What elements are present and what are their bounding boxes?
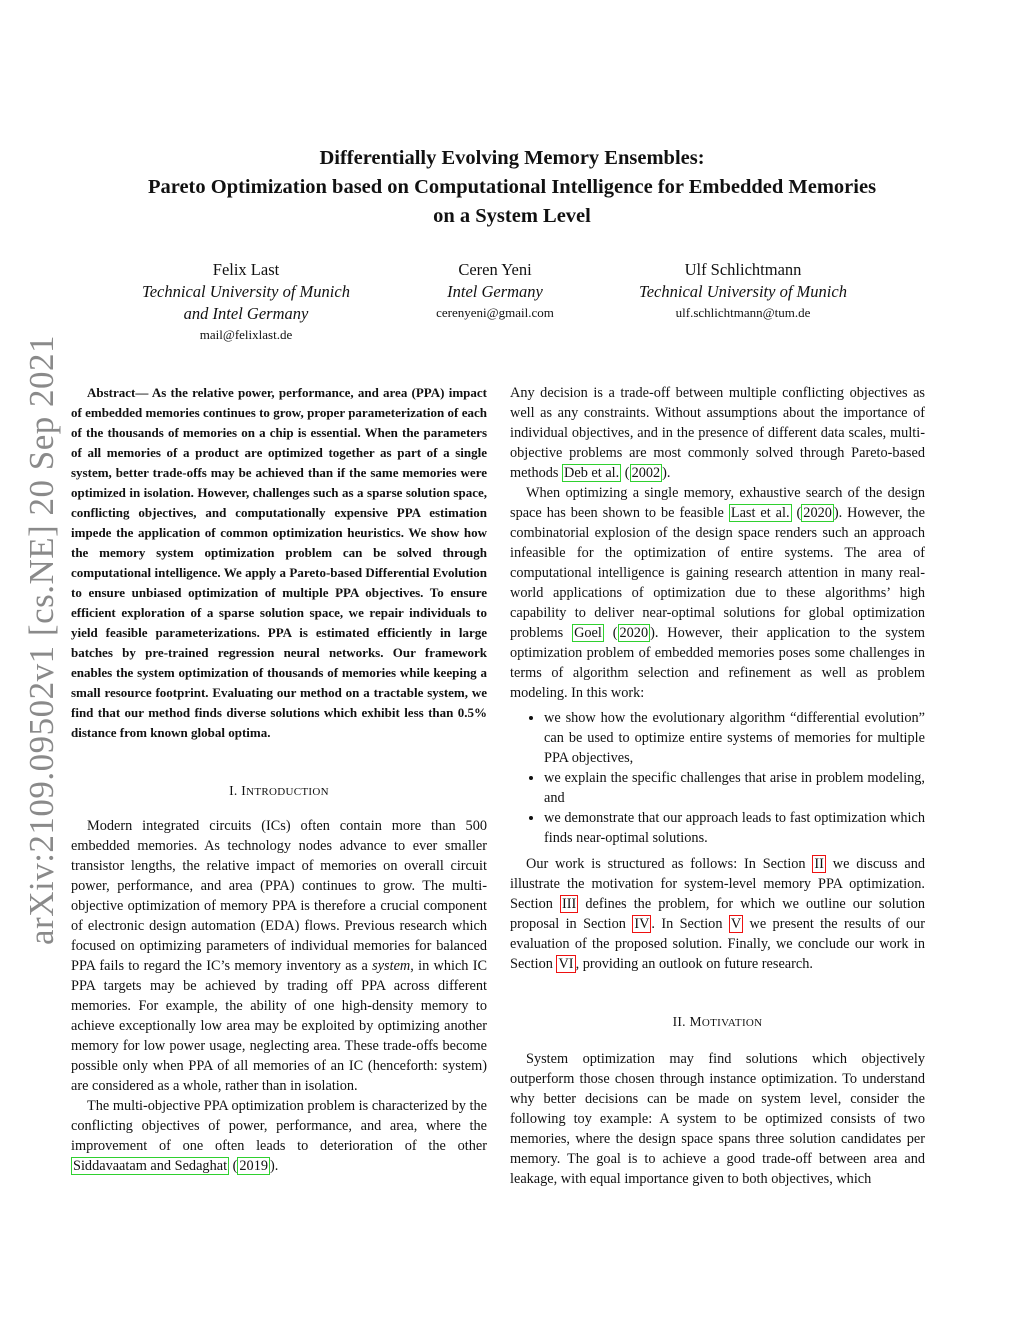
section-ref-link[interactable]: II xyxy=(814,856,824,872)
citation-link[interactable]: Last et al. xyxy=(730,505,790,521)
abstract-text: — As the relative power, performance, and area (PPA) impact of embedded memories continues to grow, proper parameterization of each of the thousands of memories on a chip is essential. When the parameters of all memories of a product are optimized together as part of a single system, better trade-offs may be achieved than if the same memories were optimized in isolation. However, challenges such as a sparse solution space, conflicting objectives, and computationally expensive PPA estimation impede the application of common optimization heuristics. We show how the memory system optimization problem can be solved through computational intelligence. We apply a Pareto-based Differential Evolution to ensure unbiased optimization of multiple PPA objectives. To ensure efficient exploration of a sparse solution space, we repair individuals to yield feasible parameterizations. PPA is estimated efficiently in large batches by pre-trained regression neural networks. Our framework enables the system optimization of thousands of memories while keeping a small resource footprint. Evaluating our method on a tractable system, we find that our method finds diverse solutions which exhibit less than 0.5% distance from known global optima. xyxy=(71,385,487,740)
author-email: ulf.schlichtmann@tum.de xyxy=(675,305,811,320)
intro-paragraph-2: The multi-objective PPA optimization problem is characterized by the conflicting objectives of power, performance, and area, where the improvement of one often leads to deterioration of the other Siddavaatam and Sedaghat ( 2019 ). xyxy=(71,1098,487,1174)
author-email: cerenyeni@gmail.com xyxy=(436,305,554,320)
author-block-2 xyxy=(395,259,595,323)
author-block-1 xyxy=(96,259,396,345)
left-column xyxy=(71,383,487,1176)
author-email: mail@felixlast.de xyxy=(199,327,293,342)
motivation-paragraph-1: System optimization may find solutions which objectively outperform those chosen through instance optimization. To understand why better decisions can be made on system level, consider the following toy example: A system to be optimized consists of two memories, where the design space spans three solution candidates per memory. The goal is to achieve a good trade-off between area and leakage, with equal importance given to both objectives, which xyxy=(510,1051,925,1187)
title-line-1: Differentially Evolving Memory Ensembles: xyxy=(319,147,705,169)
citation-year-link[interactable]: 2002 xyxy=(631,465,661,481)
section-heading-introduction: I. INTRODUCTION xyxy=(229,783,329,798)
author-affiliation: and Intel Germany xyxy=(183,304,309,323)
citation-link[interactable]: Goel xyxy=(574,625,602,641)
citation-year-link[interactable]: 2020 xyxy=(619,625,649,641)
contribution-list xyxy=(510,708,925,848)
list-item: • we explain the specific challenges that arise in problem modeling, and xyxy=(544,768,925,808)
paper-title xyxy=(60,144,964,231)
section-ref-link[interactable]: VI xyxy=(558,956,574,972)
author-name: Ceren Yeni xyxy=(458,260,532,279)
abstract xyxy=(71,383,487,743)
citation-year-link[interactable]: 2020 xyxy=(803,505,832,521)
author-name: Felix Last xyxy=(212,260,280,279)
intro-paragraph-1: Modern integrated circuits (ICs) often contain more than 500 embedded memories. As technology nodes advance to ever smaller transistor lengths, the relative impact of memories on overall circuit power, performance, and area (PPA) continues to grow. The multi-objective optimization of memory PPA is therefore a crucial component of electronic design automation (EDA) flows. Previous research which focused on optimizing parameters of individual memories for balanced PPA fails to regard the IC’s memory inventory as a system, in which IC PPA targets may be achieved by trading off PPA across different memories. For example, the ability of one high-density memory to achieve exceptionally low area may be exploited by optimizing another memory for low power usage, neglecting area. These trade-offs become possible only when PPA of all memories of an IC (henceforth: system) are considered as a whole, rather than in isolation. xyxy=(71,818,488,1094)
list-item: • we show how the evolutionary algorithm “differential evolution” can be used to optimize entire systems of memories for multiple PPA objectives, xyxy=(544,708,925,768)
emphasis: system xyxy=(372,958,411,974)
author-affiliation: Intel Germany xyxy=(447,282,543,301)
author-affiliation: Technical University of Munich xyxy=(142,282,350,301)
author-affiliation: Technical University of Munich xyxy=(639,282,847,301)
title-line-3: on a System Level xyxy=(433,205,591,227)
section-ref-link[interactable]: III xyxy=(561,896,577,912)
right-paragraph-3: Our work is structured as follows: In Section II we discuss and illustrate the motivation for system-level memory PPA optimization. Section III defines the problem, for which we outline our solution proposal in Section IV . In Section V we present the results of our evaluation of the proposed solution. Finally, we conclude our work in Section VI , providing an outlook on future research. xyxy=(510,856,926,972)
author-name: Ulf Schlichtmann xyxy=(684,260,802,279)
section-ref-link[interactable]: IV xyxy=(634,916,650,932)
citation-link[interactable]: Siddavaatam and Sedaghat xyxy=(73,1158,228,1174)
citation-link[interactable]: Deb et al. xyxy=(564,465,620,481)
abstract-label: Abstract xyxy=(87,385,136,400)
right-paragraph-2: When optimizing a single memory, exhaustive search of the design space has been shown to be feasible Last et al. ( 2020 ). However, the combinatorial explosion of the design space renders such an approach infeasible for the optimization of entire systems. The area of computational intelligence is gaining research attention in many real-world applications of optimization due to these algorithms’ high capability to deliver near-optimal solutions for global optimization problems Goel ( 2020 ). However, their application to the system optimization problem of embedded memories poses some challenges in terms of algorithm selection and refinement as well as problem modeling. In this work: xyxy=(510,485,925,701)
citation-year-link[interactable]: 2019 xyxy=(239,1158,268,1174)
list-item: • we demonstrate that our approach leads to fast optimization which finds near-optimal solutions. xyxy=(544,808,925,848)
right-paragraph-1: Any decision is a trade-off between multiple conflicting objectives as well as any constraints. Without assumptions about the importance of individual objectives, and in the presence of different data scales, multi-objective problems are most commonly solved through Pareto-based methods Deb et al. ( 2002 ). xyxy=(510,385,925,481)
author-block-3 xyxy=(593,259,893,323)
arxiv-watermark: arXiv:2109.09502v1 [cs.NE] 20 Sep 2021 xyxy=(22,334,61,945)
title-line-2: Pareto Optimization based on Computational Intelligence for Embedded Memories xyxy=(147,176,877,198)
section-ref-link[interactable]: V xyxy=(730,916,742,932)
right-column xyxy=(510,383,925,1189)
section-heading-motivation: II. MOTIVATION xyxy=(672,1014,763,1029)
